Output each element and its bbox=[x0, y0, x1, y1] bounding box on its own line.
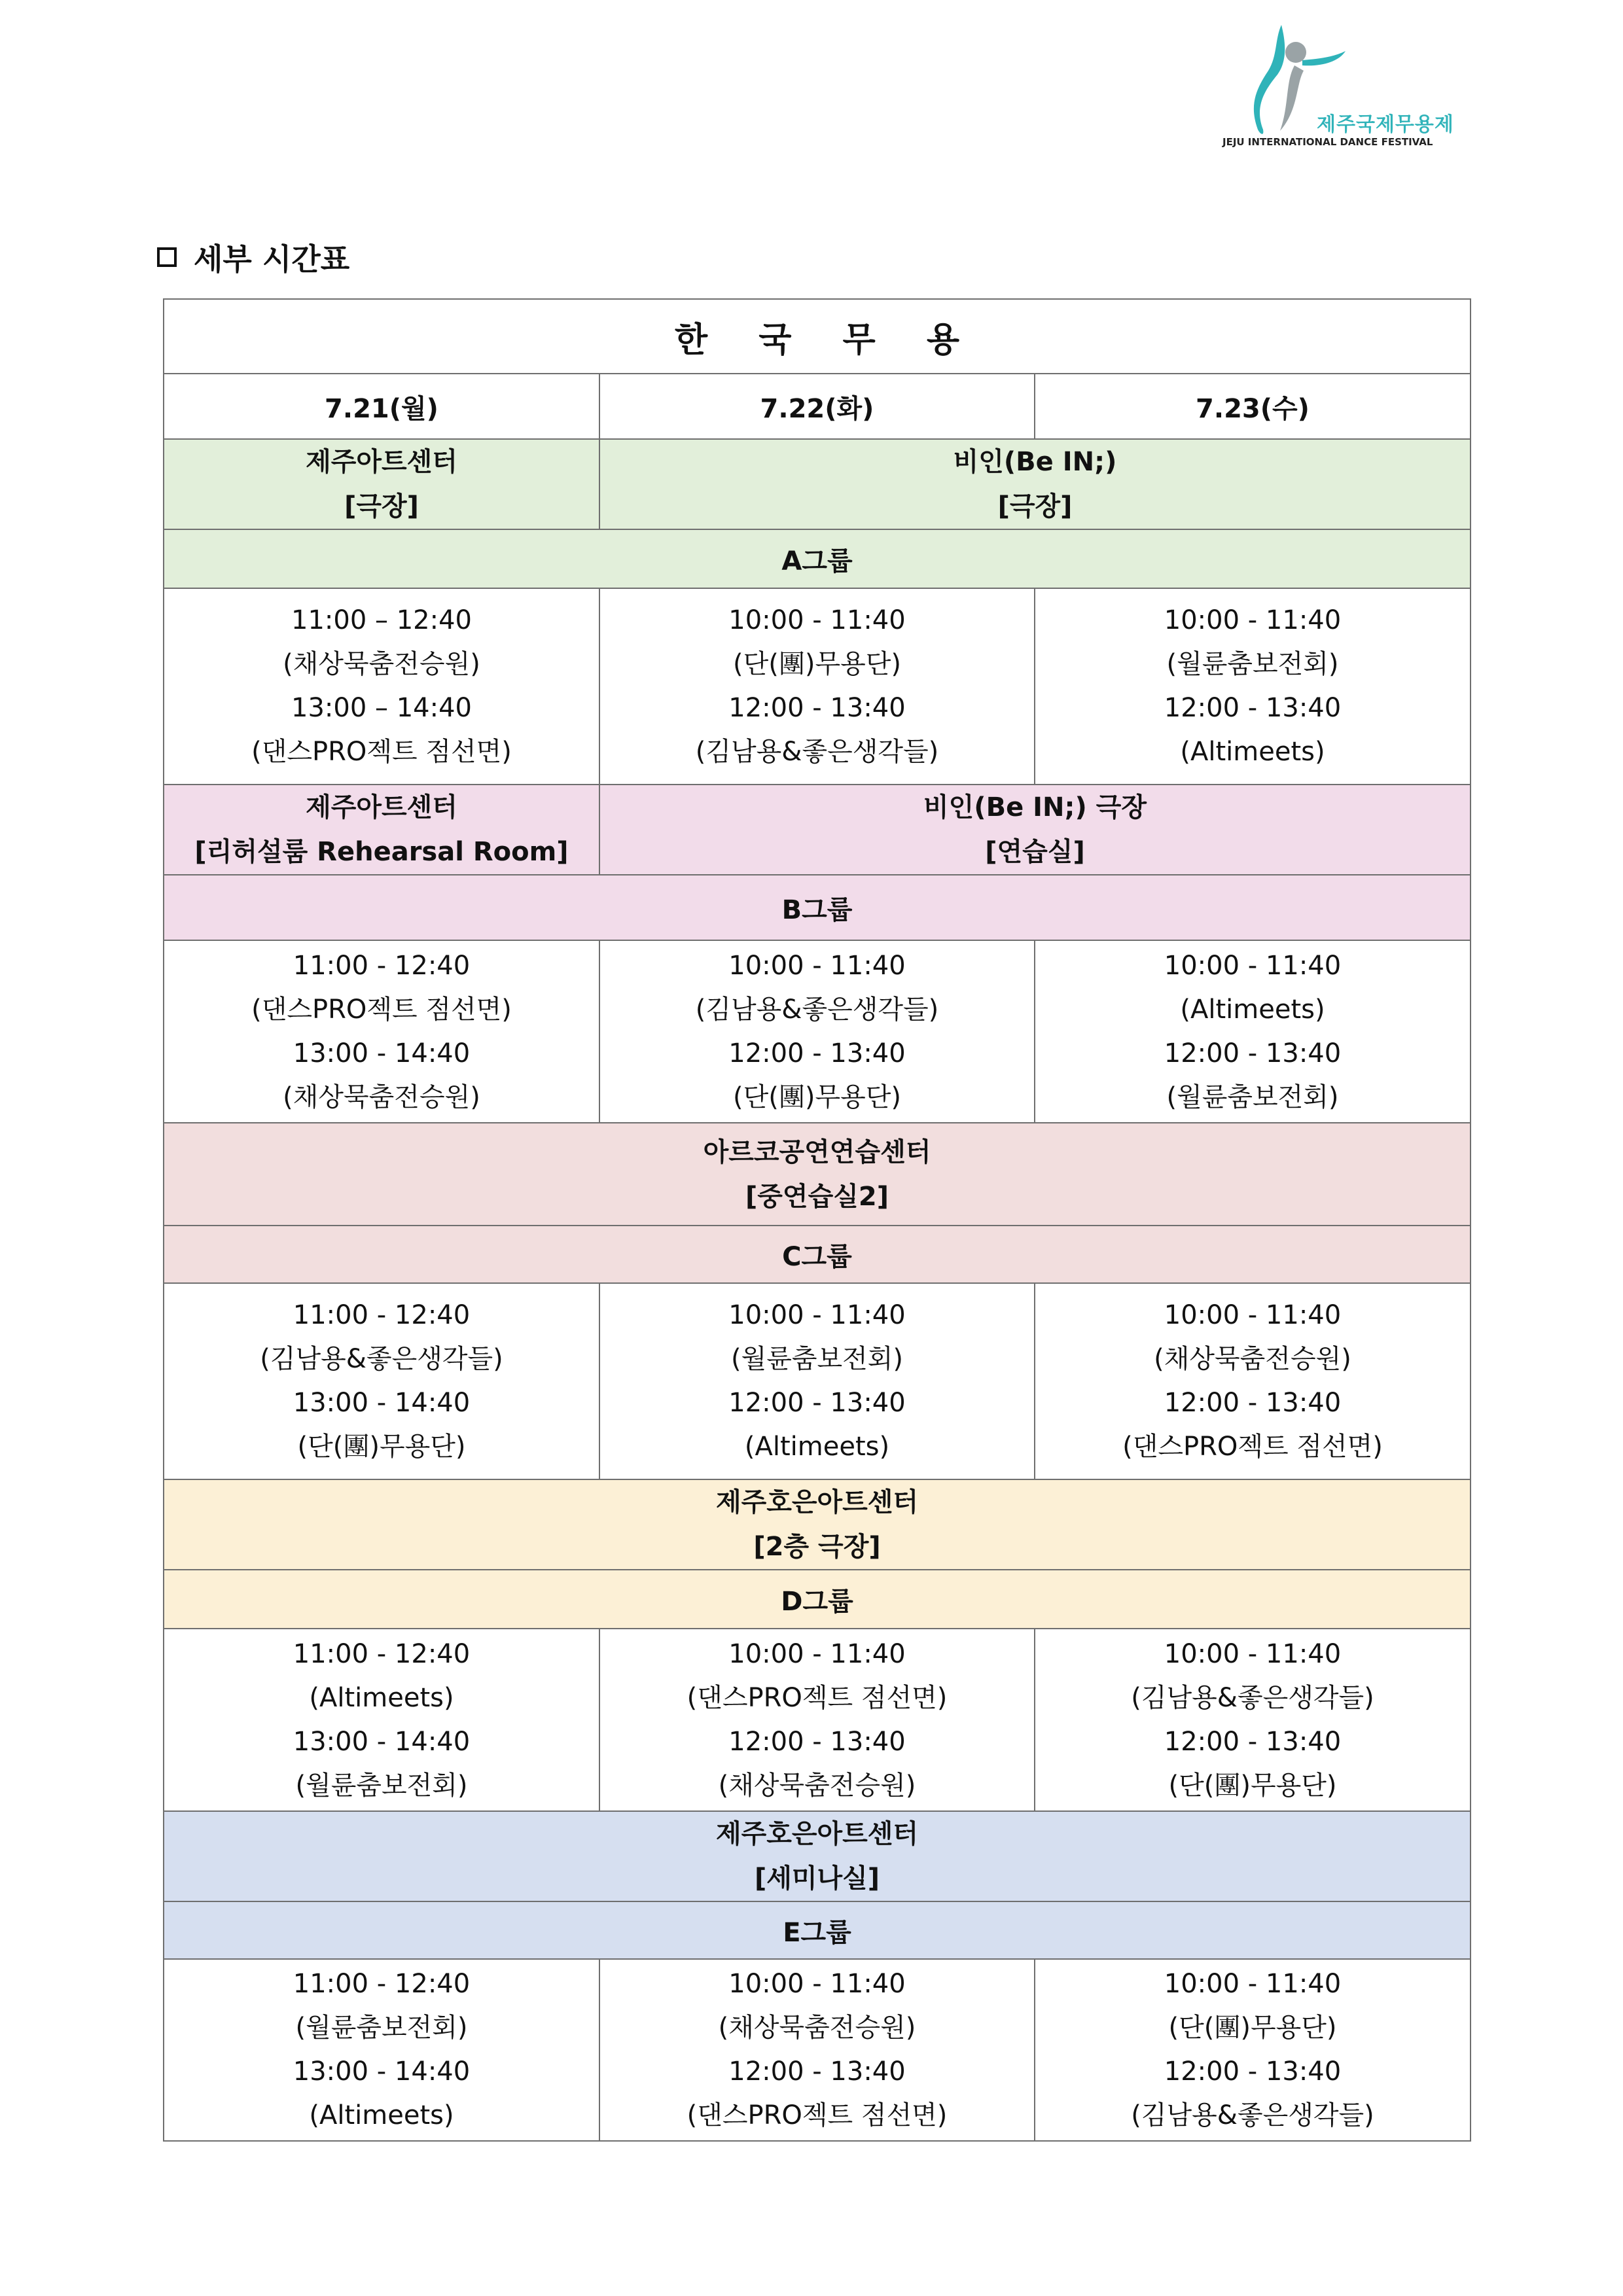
venue-name: 비인(Be IN;) 극장 bbox=[923, 792, 1147, 822]
date-header: 7.22(화) bbox=[599, 374, 1035, 439]
team-name: (Altimeets) bbox=[309, 1682, 454, 1713]
team-name: (월륜춤보전회) bbox=[730, 1344, 904, 1374]
venue-row bbox=[164, 785, 1471, 875]
team-name: (Altimeets) bbox=[1180, 737, 1325, 767]
slot-cell bbox=[1035, 1629, 1471, 1811]
venue-cell bbox=[164, 785, 599, 875]
team-name: (채상묵춤전승원) bbox=[283, 649, 480, 679]
slot-cell bbox=[1035, 588, 1471, 785]
time-range: 12:00 - 13:40 bbox=[1164, 1038, 1342, 1069]
team-name: (채상묵춤전승원) bbox=[283, 1082, 480, 1112]
venue-name: 비인(Be IN;) bbox=[953, 447, 1117, 477]
team-name: (김남용&좋은생각들) bbox=[1131, 2100, 1374, 2130]
team-name: (월륜춤보전회) bbox=[1166, 649, 1339, 679]
slot-row bbox=[164, 1629, 1471, 1811]
time-range: 11:00 - 12:40 bbox=[293, 1638, 471, 1669]
team-name: (단(團)무용단) bbox=[1168, 1770, 1337, 1801]
venue-name: 아르코공연연습센터 bbox=[703, 1137, 931, 1167]
team-name: (채상묵춤전승원) bbox=[1154, 1344, 1351, 1374]
team-name: (김남용&좋은생각들) bbox=[260, 1344, 503, 1374]
table-title-row bbox=[164, 299, 1471, 374]
slot-cell bbox=[164, 1629, 599, 1811]
group-label: E그룹 bbox=[164, 1901, 1471, 1959]
time-range: 12:00 - 13:40 bbox=[1164, 1388, 1342, 1418]
slot-cell bbox=[164, 1283, 599, 1479]
team-name: (월륜춤보전회) bbox=[295, 1770, 468, 1801]
time-range: 13:00 - 14:40 bbox=[293, 1388, 471, 1418]
team-name: (댄스PRO젝트 점선면) bbox=[251, 994, 512, 1025]
venue-room: [2층 극장] bbox=[753, 1532, 881, 1562]
slot-cell bbox=[599, 940, 1035, 1123]
group-row bbox=[164, 1570, 1471, 1629]
slot-cell bbox=[164, 940, 599, 1123]
slot-row bbox=[164, 940, 1471, 1123]
schedule-table bbox=[163, 298, 1471, 2142]
time-range: 10:00 - 11:40 bbox=[728, 950, 906, 981]
group-label: B그룹 bbox=[164, 875, 1471, 940]
time-range: 12:00 - 13:40 bbox=[1164, 693, 1342, 723]
group-label: D그룹 bbox=[164, 1570, 1471, 1629]
slot-cell bbox=[599, 1629, 1035, 1811]
venue-cell bbox=[164, 1811, 1471, 1901]
section-title bbox=[157, 236, 349, 279]
team-name: (채상묵춤전승원) bbox=[718, 2013, 916, 2043]
slot-cell bbox=[599, 1959, 1035, 2141]
group-label: C그룹 bbox=[164, 1226, 1471, 1283]
team-name: (Altimeets) bbox=[309, 2100, 454, 2130]
venue-room: [극장] bbox=[344, 491, 419, 521]
venue-row bbox=[164, 1479, 1471, 1570]
time-range: 10:00 - 11:40 bbox=[1164, 950, 1342, 981]
team-name: (댄스PRO젝트 점선면) bbox=[687, 2100, 948, 2130]
logo-title-en: JEJU INTERNATIONAL DANCE FESTIVAL bbox=[1222, 136, 1433, 148]
venue-row bbox=[164, 1811, 1471, 1901]
time-range: 13:00 - 14:40 bbox=[293, 2057, 471, 2087]
time-range: 12:00 - 13:40 bbox=[728, 1038, 906, 1069]
team-name: (댄스PRO젝트 점선면) bbox=[687, 1682, 948, 1713]
team-name: (김남용&좋은생각들) bbox=[695, 737, 939, 767]
group-row bbox=[164, 1226, 1471, 1283]
time-range: 11:00 – 12:40 bbox=[291, 605, 472, 635]
slot-cell bbox=[164, 1959, 599, 2141]
logo-title-ko: 제주국제무용제 bbox=[1317, 113, 1454, 136]
date-header: 7.21(월) bbox=[164, 374, 599, 439]
time-range: 10:00 - 11:40 bbox=[1164, 1969, 1342, 1999]
venue-name: 제주아트센터 bbox=[306, 792, 457, 822]
slot-cell bbox=[164, 588, 599, 785]
slot-cell bbox=[1035, 1283, 1471, 1479]
venue-row bbox=[164, 1123, 1471, 1226]
time-range: 10:00 - 11:40 bbox=[728, 1638, 906, 1669]
time-range: 12:00 - 13:40 bbox=[728, 1726, 906, 1757]
venue-room: [연습실] bbox=[985, 837, 1085, 867]
team-name: (단(團)무용단) bbox=[733, 1082, 901, 1112]
slot-row bbox=[164, 1959, 1471, 2141]
team-name: (댄스PRO젝트 점선면) bbox=[251, 737, 512, 767]
venue-cell bbox=[599, 439, 1471, 529]
group-label: A그룹 bbox=[164, 529, 1471, 588]
venue-room: [세미나실] bbox=[754, 1863, 880, 1894]
team-name: (단(團)무용단) bbox=[297, 1432, 466, 1462]
venue-room: [중연습실2] bbox=[745, 1181, 889, 1212]
time-range: 12:00 - 13:40 bbox=[728, 1388, 906, 1418]
time-range: 12:00 - 13:40 bbox=[1164, 2057, 1342, 2087]
time-range: 13:00 - 14:40 bbox=[293, 1726, 471, 1757]
festival-logo bbox=[1217, 20, 1472, 157]
time-range: 11:00 - 12:40 bbox=[293, 1300, 471, 1330]
slot-cell bbox=[599, 588, 1035, 785]
team-name: (단(團)무용단) bbox=[733, 649, 901, 679]
team-name: (월륜춤보전회) bbox=[295, 2013, 468, 2043]
time-range: 12:00 - 13:40 bbox=[728, 693, 906, 723]
team-name: (단(團)무용단) bbox=[1168, 2013, 1337, 2043]
slot-cell bbox=[1035, 1959, 1471, 2141]
venue-name: 제주호은아트센터 bbox=[715, 1819, 919, 1849]
slot-row bbox=[164, 588, 1471, 785]
time-range: 10:00 - 11:40 bbox=[1164, 605, 1342, 635]
group-row bbox=[164, 529, 1471, 588]
date-header-row bbox=[164, 374, 1471, 439]
group-row bbox=[164, 875, 1471, 940]
group-row bbox=[164, 1901, 1471, 1959]
time-range: 11:00 - 12:40 bbox=[293, 1969, 471, 1999]
venue-cell bbox=[164, 1123, 1471, 1226]
venue-name: 제주호은아트센터 bbox=[715, 1487, 919, 1517]
time-range: 10:00 - 11:40 bbox=[1164, 1638, 1342, 1669]
date-header: 7.23(수) bbox=[1035, 374, 1471, 439]
venue-cell bbox=[164, 1479, 1471, 1570]
time-range: 13:00 – 14:40 bbox=[291, 693, 472, 723]
time-range: 10:00 - 11:40 bbox=[728, 605, 906, 635]
time-range: 10:00 - 11:40 bbox=[1164, 1300, 1342, 1330]
team-name: (Altimeets) bbox=[1180, 994, 1325, 1025]
venue-room: [리허설룸 Rehearsal Room] bbox=[194, 837, 569, 867]
team-name: (댄스PRO젝트 점선면) bbox=[1122, 1432, 1383, 1462]
venue-cell bbox=[164, 439, 599, 529]
venue-cell bbox=[599, 785, 1471, 875]
team-name: (채상묵춤전승원) bbox=[718, 1770, 916, 1801]
slot-cell bbox=[1035, 940, 1471, 1123]
team-name: (Altimeets) bbox=[744, 1432, 890, 1462]
time-range: 12:00 - 13:40 bbox=[1164, 1726, 1342, 1757]
team-name: (김남용&좋은생각들) bbox=[1131, 1682, 1374, 1713]
venue-row bbox=[164, 439, 1471, 529]
time-range: 12:00 - 13:40 bbox=[728, 2057, 906, 2087]
slot-row bbox=[164, 1283, 1471, 1479]
time-range: 11:00 - 12:40 bbox=[293, 950, 471, 981]
checkbox-icon bbox=[157, 247, 177, 267]
slot-cell bbox=[599, 1283, 1035, 1479]
venue-room: [극장] bbox=[997, 491, 1073, 521]
team-name: (김남용&좋은생각들) bbox=[695, 994, 939, 1025]
time-range: 10:00 - 11:40 bbox=[728, 1969, 906, 1999]
section-title-text: 세부 시간표 bbox=[194, 241, 350, 277]
time-range: 10:00 - 11:40 bbox=[728, 1300, 906, 1330]
venue-name: 제주아트센터 bbox=[306, 447, 457, 477]
time-range: 13:00 - 14:40 bbox=[293, 1038, 471, 1069]
table-title: 한 국 무 용 bbox=[164, 299, 1471, 374]
team-name: (월륜춤보전회) bbox=[1166, 1082, 1339, 1112]
